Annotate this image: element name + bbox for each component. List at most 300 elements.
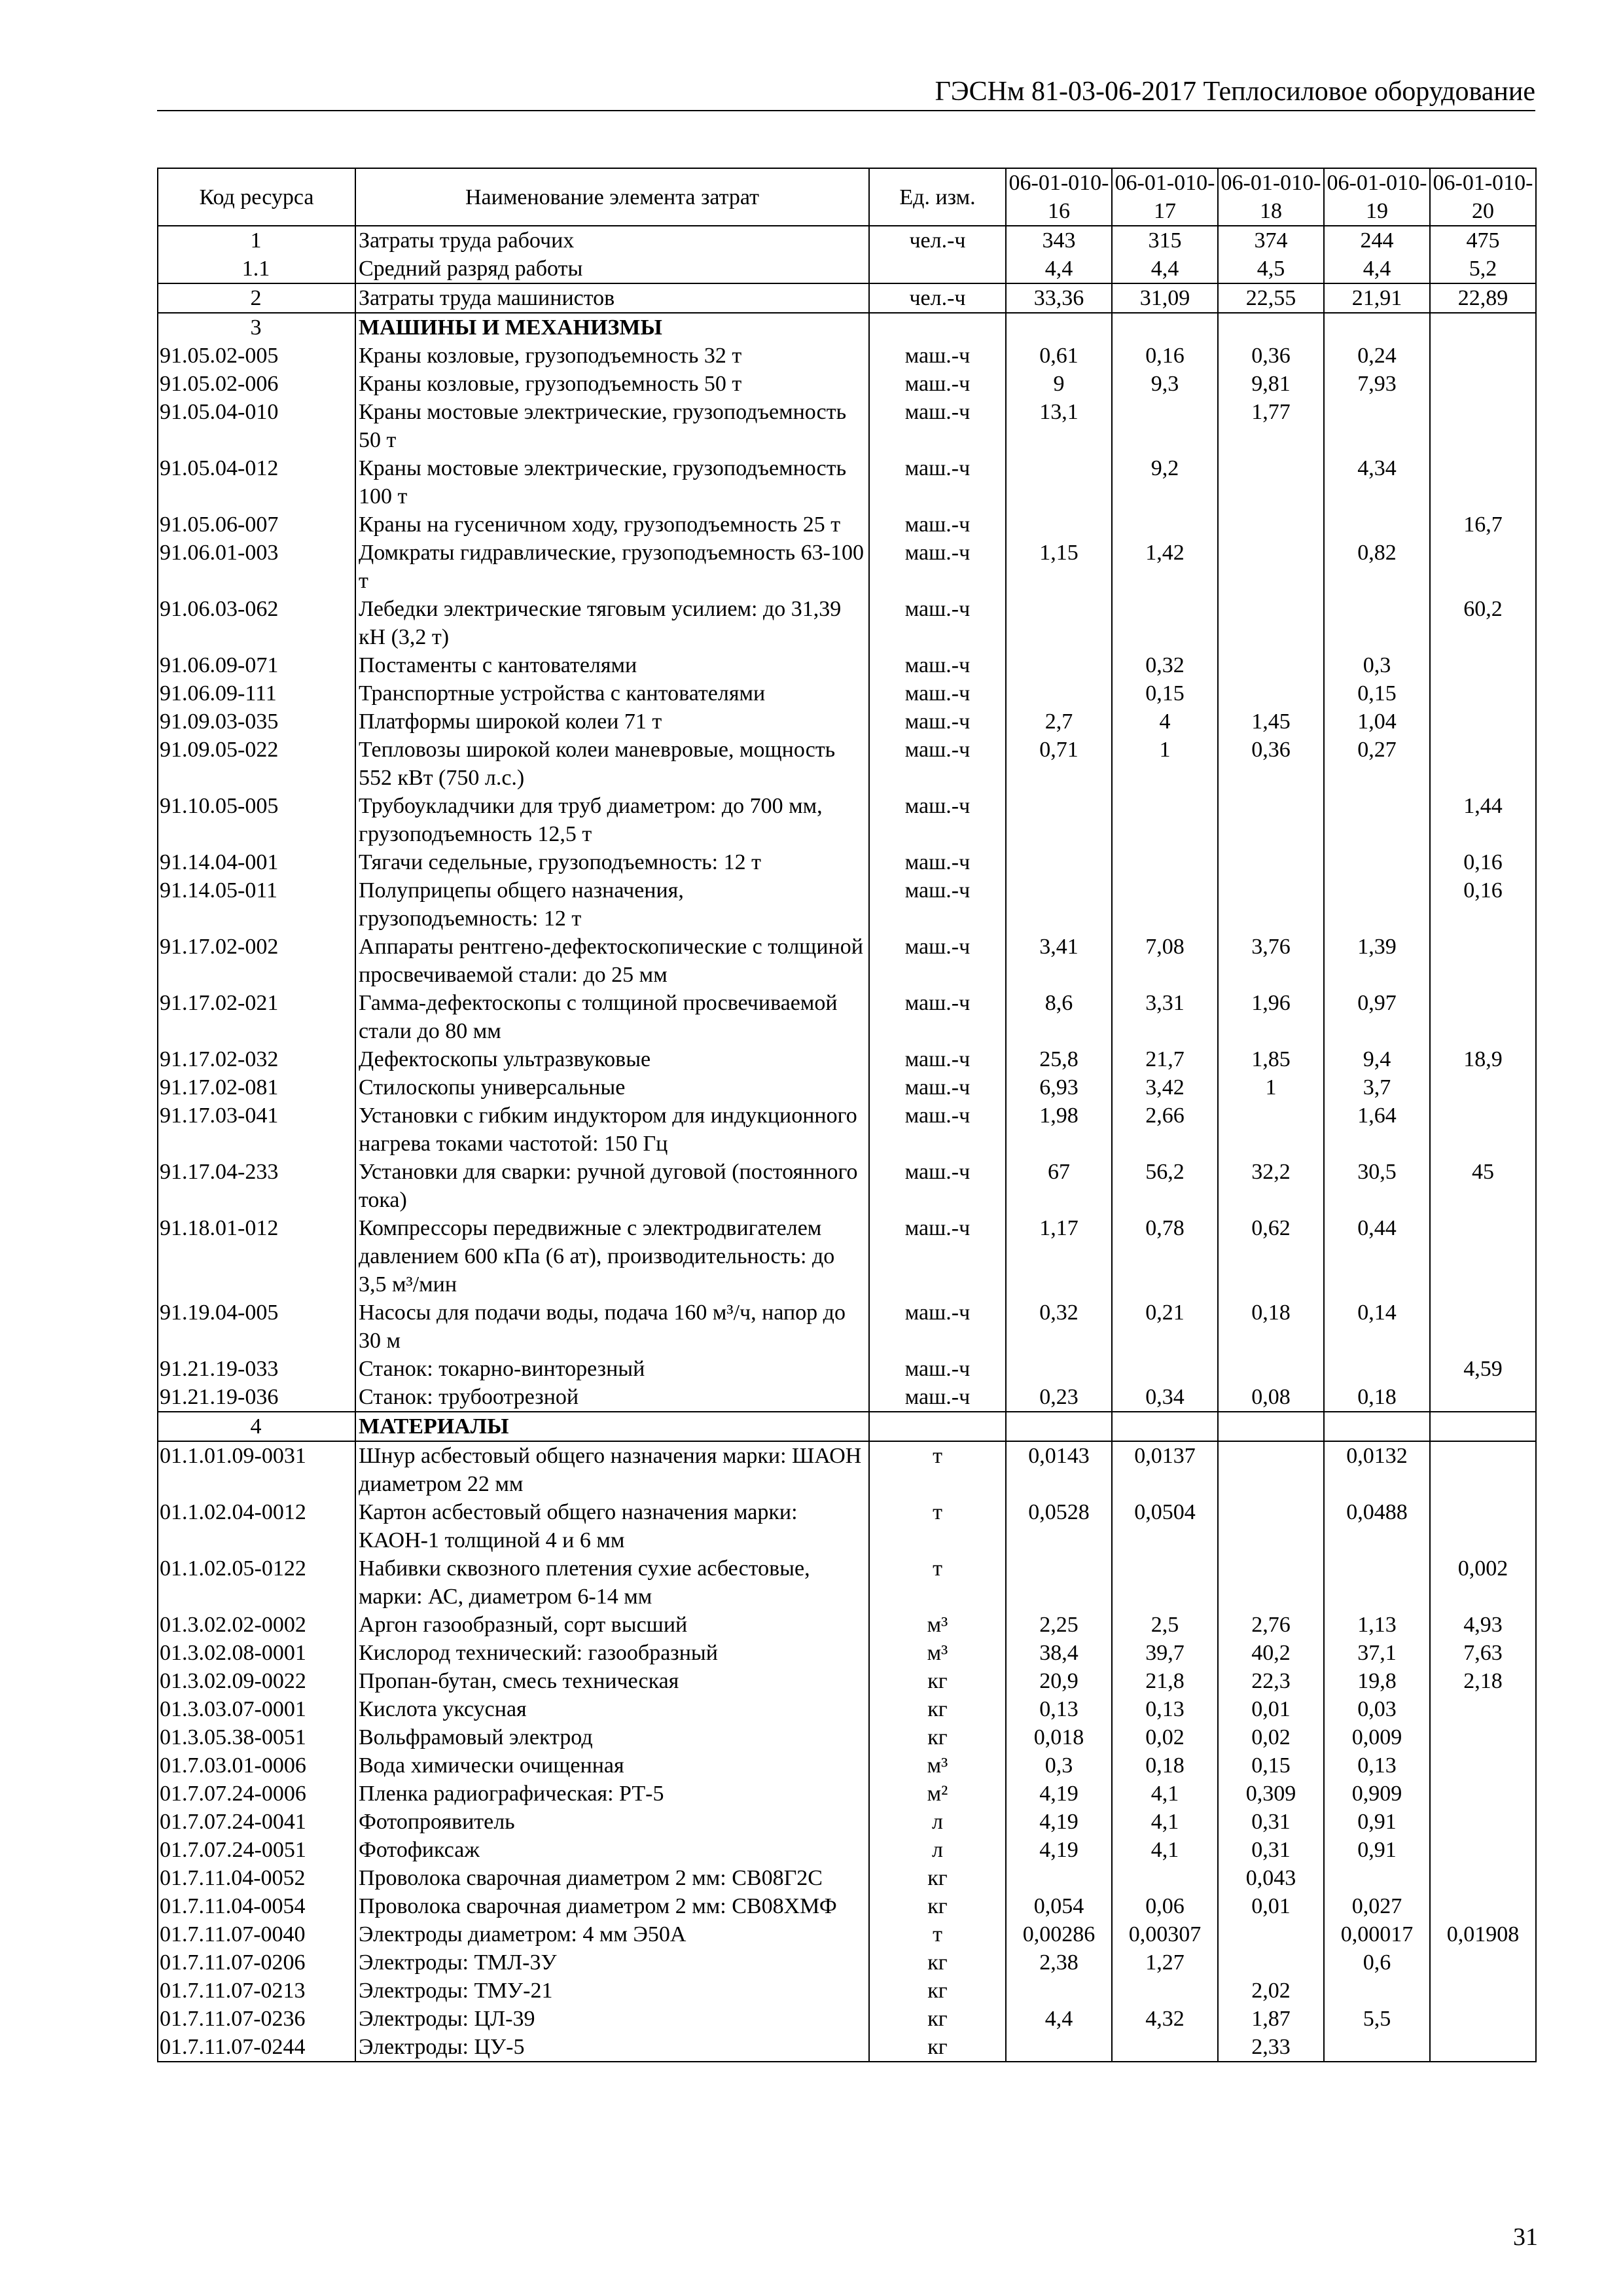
norm-value <box>1430 1299 1536 1355</box>
cost-element-name: Набивки сквозного плетения сухие асбестовые, марки: АС, диаметром 6-14 мм <box>355 1554 869 1611</box>
table-row <box>158 1355 1536 1383</box>
resource-code: 01.7.11.07-0213 <box>158 1977 355 2005</box>
resource-code: 3 <box>158 313 355 342</box>
cost-element-name: Станок: трубоотрезной <box>355 1383 869 1412</box>
unit-of-measure: маш.-ч <box>869 1102 1006 1158</box>
table-row <box>158 679 1536 708</box>
page-header <box>157 71 1535 111</box>
unit-of-measure: маш.-ч <box>869 792 1006 848</box>
norm-value <box>1112 848 1218 876</box>
table-row <box>158 2033 1536 2062</box>
unit-of-measure: маш.-ч <box>869 679 1006 708</box>
norm-value <box>1430 989 1536 1045</box>
norm-value <box>1218 539 1324 595</box>
unit-of-measure: кг <box>869 1695 1006 1723</box>
norm-value <box>1112 792 1218 848</box>
table-row <box>158 1836 1536 1864</box>
norm-value <box>1112 876 1218 933</box>
cost-element-name: Краны на гусеничном ходу, грузоподъемность 25 т <box>355 511 869 539</box>
cost-element-name: Вольфрамовый электрод <box>355 1723 869 1751</box>
norm-value: 19,8 <box>1324 1667 1430 1695</box>
norm-value <box>1218 313 1324 342</box>
norm-value <box>1218 792 1324 848</box>
norm-value <box>1006 792 1112 848</box>
table-row <box>158 1299 1536 1355</box>
norm-value: 4,4 <box>1006 2005 1112 2033</box>
norm-value: 0,6 <box>1324 1948 1430 1977</box>
norm-value: 315 <box>1112 226 1218 255</box>
norm-value <box>1324 2033 1430 2062</box>
resource-code: 01.1.02.04-0012 <box>158 1498 355 1554</box>
resource-code: 91.21.19-033 <box>158 1355 355 1383</box>
unit-of-measure: кг <box>869 1667 1006 1695</box>
norm-value <box>1006 1355 1112 1383</box>
norm-value: 9,3 <box>1112 370 1218 398</box>
norm-value <box>1006 1864 1112 1892</box>
norm-value <box>1218 1498 1324 1554</box>
unit-of-measure: маш.-ч <box>869 651 1006 679</box>
cost-element-name: Проволока сварочная диаметром 2 мм: СВ08ХМФ <box>355 1892 869 1920</box>
norm-value <box>1430 2033 1536 2062</box>
norm-value: 31,09 <box>1112 283 1218 313</box>
unit-of-measure: м³ <box>869 1639 1006 1667</box>
cost-element-name: Насосы для подачи воды, подача 160 м³/ч, напор до 30 м <box>355 1299 869 1355</box>
unit-of-measure: маш.-ч <box>869 876 1006 933</box>
norm-value: 22,55 <box>1218 283 1324 313</box>
norm-value: 3,41 <box>1006 933 1112 989</box>
norm-value: 4,59 <box>1430 1355 1536 1383</box>
norm-value: 1,04 <box>1324 708 1430 736</box>
table-row <box>158 1892 1536 1920</box>
resource-code: 91.06.03-062 <box>158 595 355 651</box>
unit-of-measure: маш.-ч <box>869 1073 1006 1102</box>
col-header-code: Код ресурса <box>158 168 355 226</box>
norm-value: 3,7 <box>1324 1073 1430 1102</box>
norm-value: 0,01 <box>1218 1695 1324 1723</box>
unit-of-measure: маш.-ч <box>869 370 1006 398</box>
resource-code: 01.3.02.08-0001 <box>158 1639 355 1667</box>
resource-code: 01.7.11.04-0052 <box>158 1864 355 1892</box>
norm-value <box>1430 679 1536 708</box>
norm-value: 0,00017 <box>1324 1920 1430 1948</box>
norm-value: 0,27 <box>1324 736 1430 792</box>
norm-value: 40,2 <box>1218 1639 1324 1667</box>
norm-value <box>1324 511 1430 539</box>
cost-element-name: Краны козловые, грузоподъемность 32 т <box>355 342 869 370</box>
table-row <box>158 342 1536 370</box>
norm-value <box>1006 2033 1112 2062</box>
norm-value <box>1324 792 1430 848</box>
norm-value: 0,0132 <box>1324 1441 1430 1498</box>
table-row <box>158 1102 1536 1158</box>
norm-value: 1,15 <box>1006 539 1112 595</box>
col-header-name: Наименование элемента затрат <box>355 168 869 226</box>
norm-value <box>1430 1214 1536 1299</box>
norm-value: 0,34 <box>1112 1383 1218 1412</box>
table-row <box>158 511 1536 539</box>
norm-value <box>1324 1355 1430 1383</box>
unit-of-measure: кг <box>869 1864 1006 1892</box>
resource-code: 91.06.01-003 <box>158 539 355 595</box>
resource-code: 01.7.11.07-0040 <box>158 1920 355 1948</box>
norm-value <box>1112 1977 1218 2005</box>
norm-value: 4,4 <box>1006 255 1112 283</box>
cost-element-name: Картон асбестовый общего назначения марки: КАОН-1 толщиной 4 и 6 мм <box>355 1498 869 1554</box>
norm-value: 3,42 <box>1112 1073 1218 1102</box>
norm-value: 1,42 <box>1112 539 1218 595</box>
norm-value: 0,03 <box>1324 1695 1430 1723</box>
norm-value: 22,3 <box>1218 1667 1324 1695</box>
norm-value: 0,01908 <box>1430 1920 1536 1948</box>
norm-value: 0,32 <box>1006 1299 1112 1355</box>
resource-code: 4 <box>158 1412 355 1441</box>
unit-of-measure: маш.-ч <box>869 1383 1006 1412</box>
norm-value: 8,6 <box>1006 989 1112 1045</box>
norm-value: 4,34 <box>1324 454 1430 511</box>
resource-code: 91.17.02-032 <box>158 1045 355 1073</box>
table-row <box>158 1723 1536 1751</box>
resource-code: 01.7.11.07-0244 <box>158 2033 355 2062</box>
table-header-row <box>158 168 1536 226</box>
cost-element-name: Тягачи седельные, грузоподъемность: 12 т <box>355 848 869 876</box>
unit-of-measure: чел.-ч <box>869 226 1006 255</box>
norm-value <box>1218 1441 1324 1498</box>
norm-value: 4,19 <box>1006 1836 1112 1864</box>
norm-value: 21,7 <box>1112 1045 1218 1073</box>
resource-code: 91.06.09-071 <box>158 651 355 679</box>
norm-value: 0,18 <box>1324 1383 1430 1412</box>
unit-of-measure <box>869 255 1006 283</box>
resource-code: 91.17.04-233 <box>158 1158 355 1214</box>
cost-element-name: Фотофиксаж <box>355 1836 869 1864</box>
norm-value: 16,7 <box>1430 511 1536 539</box>
norm-value: 45 <box>1430 1158 1536 1214</box>
table-row <box>158 1214 1536 1299</box>
cost-element-name: Компрессоры передвижные с электродвигателем давлением 600 кПа (6 ат), производительность: до 3,5 м³/мин <box>355 1214 869 1299</box>
norm-value: 0,13 <box>1006 1695 1112 1723</box>
norm-value: 0,82 <box>1324 539 1430 595</box>
unit-of-measure: маш.-ч <box>869 1214 1006 1299</box>
cost-element-name: Стилоскопы универсальные <box>355 1073 869 1102</box>
norm-value: 39,7 <box>1112 1639 1218 1667</box>
norm-value <box>1112 511 1218 539</box>
unit-of-measure: маш.-ч <box>869 736 1006 792</box>
resource-code: 91.18.01-012 <box>158 1214 355 1299</box>
norm-value: 4,1 <box>1112 1780 1218 1808</box>
norm-value: 33,36 <box>1006 283 1112 313</box>
resource-table <box>157 168 1537 2062</box>
cost-element-name: Платформы широкой колеи 71 т <box>355 708 869 736</box>
unit-of-measure: т <box>869 1554 1006 1611</box>
norm-value: 4,4 <box>1324 255 1430 283</box>
resource-code: 01.7.11.07-0206 <box>158 1948 355 1977</box>
norm-value <box>1112 1864 1218 1892</box>
norm-value <box>1430 2005 1536 2033</box>
norm-value: 2,5 <box>1112 1611 1218 1639</box>
norm-value <box>1006 454 1112 511</box>
norm-value: 1,27 <box>1112 1948 1218 1977</box>
unit-of-measure <box>869 313 1006 342</box>
unit-of-measure: л <box>869 1808 1006 1836</box>
norm-value <box>1218 876 1324 933</box>
norm-value: 0,0488 <box>1324 1498 1430 1554</box>
cost-element-name: Электроды: ТМУ-21 <box>355 1977 869 2005</box>
norm-value: 374 <box>1218 226 1324 255</box>
cost-element-name: Электроды: ТМЛ-3У <box>355 1948 869 1977</box>
table-body <box>158 226 1536 2062</box>
cost-element-name: Затраты труда рабочих <box>355 226 869 255</box>
resource-code: 01.7.07.24-0051 <box>158 1836 355 1864</box>
table-row <box>158 283 1536 313</box>
norm-value: 1,64 <box>1324 1102 1430 1158</box>
table-row <box>158 539 1536 595</box>
norm-value: 0,21 <box>1112 1299 1218 1355</box>
norm-value: 2,02 <box>1218 1977 1324 2005</box>
norm-value: 2,38 <box>1006 1948 1112 1977</box>
table-row <box>158 454 1536 511</box>
document-title: ГЭСНм 81-03-06-2017 Теплосиловое оборудование <box>935 77 1535 107</box>
norm-value: 0,18 <box>1112 1751 1218 1780</box>
norm-value <box>1006 1412 1112 1441</box>
norm-value <box>1006 1554 1112 1611</box>
norm-value <box>1218 1355 1324 1383</box>
cost-element-name: Кислород технический: газообразный <box>355 1639 869 1667</box>
norm-value <box>1324 313 1430 342</box>
norm-value: 37,1 <box>1324 1639 1430 1667</box>
table-row <box>158 1498 1536 1554</box>
resource-code: 91.09.03-035 <box>158 708 355 736</box>
table-row <box>158 255 1536 283</box>
table-row <box>158 1441 1536 1498</box>
norm-value: 56,2 <box>1112 1158 1218 1214</box>
norm-value <box>1430 1102 1536 1158</box>
norm-value <box>1430 1751 1536 1780</box>
unit-of-measure: маш.-ч <box>869 398 1006 454</box>
norm-value <box>1430 1977 1536 2005</box>
cost-element-name: Шнур асбестовый общего назначения марки: ШАОН диаметром 22 мм <box>355 1441 869 1498</box>
unit-of-measure: маш.-ч <box>869 848 1006 876</box>
norm-value: 1 <box>1218 1073 1324 1102</box>
resource-code: 01.7.11.07-0236 <box>158 2005 355 2033</box>
norm-value <box>1006 876 1112 933</box>
norm-value: 0,0137 <box>1112 1441 1218 1498</box>
norm-value: 0,36 <box>1218 342 1324 370</box>
table-row <box>158 226 1536 255</box>
cost-element-name: Полуприцепы общего назначения, грузоподъемность: 12 т <box>355 876 869 933</box>
norm-value <box>1430 370 1536 398</box>
unit-of-measure: кг <box>869 1723 1006 1751</box>
norm-value: 0,91 <box>1324 1836 1430 1864</box>
unit-of-measure: маш.-ч <box>869 539 1006 595</box>
norm-value: 7,63 <box>1430 1639 1536 1667</box>
table-row <box>158 876 1536 933</box>
table-row <box>158 848 1536 876</box>
norm-value <box>1218 848 1324 876</box>
norm-value <box>1430 651 1536 679</box>
norm-value: 21,91 <box>1324 283 1430 313</box>
unit-of-measure: т <box>869 1441 1006 1498</box>
norm-value: 0,78 <box>1112 1214 1218 1299</box>
cost-element-name: Затраты труда машинистов <box>355 283 869 313</box>
norm-value: 0,15 <box>1112 679 1218 708</box>
resource-code: 91.06.09-111 <box>158 679 355 708</box>
norm-value <box>1006 511 1112 539</box>
cost-element-name: МАТЕРИАЛЫ <box>355 1412 869 1441</box>
resource-code: 91.17.02-021 <box>158 989 355 1045</box>
norm-value: 0,44 <box>1324 1214 1430 1299</box>
norm-value: 0,08 <box>1218 1383 1324 1412</box>
table-row <box>158 2005 1536 2033</box>
norm-value <box>1218 1948 1324 1977</box>
table-row <box>158 1383 1536 1412</box>
cost-element-name: Трубоукладчики для труб диаметром: до 700 мм, грузоподъемность 12,5 т <box>355 792 869 848</box>
norm-value <box>1430 398 1536 454</box>
resource-code: 01.1.02.05-0122 <box>158 1554 355 1611</box>
norm-value <box>1324 1977 1430 2005</box>
table-row <box>158 1948 1536 1977</box>
unit-of-measure: кг <box>869 2033 1006 2062</box>
unit-of-measure: маш.-ч <box>869 342 1006 370</box>
cost-element-name: Транспортные устройства с кантователями <box>355 679 869 708</box>
norm-value: 475 <box>1430 226 1536 255</box>
norm-value: 4,1 <box>1112 1808 1218 1836</box>
resource-code: 01.1.01.09-0031 <box>158 1441 355 1498</box>
resource-code: 91.19.04-005 <box>158 1299 355 1355</box>
unit-of-measure: маш.-ч <box>869 708 1006 736</box>
cost-element-name: Гамма-дефектоскопы с толщиной просвечиваемой стали до 80 мм <box>355 989 869 1045</box>
unit-of-measure: кг <box>869 2005 1006 2033</box>
table-row <box>158 398 1536 454</box>
norm-value: 7,08 <box>1112 933 1218 989</box>
norm-value: 0,002 <box>1430 1554 1536 1611</box>
norm-value: 5,5 <box>1324 2005 1430 2033</box>
cost-element-name: Краны мостовые электрические, грузоподъемность 50 т <box>355 398 869 454</box>
norm-value: 0,00307 <box>1112 1920 1218 1948</box>
table-row <box>158 792 1536 848</box>
table-row <box>158 708 1536 736</box>
norm-value: 9,4 <box>1324 1045 1430 1073</box>
cost-element-name: Средний разряд работы <box>355 255 869 283</box>
resource-code: 91.05.04-012 <box>158 454 355 511</box>
norm-value: 0,23 <box>1006 1383 1112 1412</box>
table-row <box>158 1667 1536 1695</box>
norm-value: 2,66 <box>1112 1102 1218 1158</box>
cost-element-name: Электроды: ЦУ-5 <box>355 2033 869 2062</box>
unit-of-measure: маш.-ч <box>869 511 1006 539</box>
resource-code: 91.17.03-041 <box>158 1102 355 1158</box>
norm-value: 343 <box>1006 226 1112 255</box>
norm-value: 0,02 <box>1218 1723 1324 1751</box>
unit-of-measure: маш.-ч <box>869 595 1006 651</box>
norm-value <box>1112 1554 1218 1611</box>
resource-code: 91.17.02-081 <box>158 1073 355 1102</box>
norm-value: 0,14 <box>1324 1299 1430 1355</box>
resource-code: 01.3.02.09-0022 <box>158 1667 355 1695</box>
norm-value <box>1218 1554 1324 1611</box>
norm-value <box>1006 848 1112 876</box>
norm-value <box>1430 1073 1536 1102</box>
table-row <box>158 1695 1536 1723</box>
norm-value: 0,02 <box>1112 1723 1218 1751</box>
col-header-17: 06-01-010-17 <box>1112 168 1218 226</box>
col-header-20: 06-01-010-20 <box>1430 168 1536 226</box>
norm-value <box>1324 848 1430 876</box>
norm-value: 1,39 <box>1324 933 1430 989</box>
unit-of-measure: т <box>869 1920 1006 1948</box>
table-row <box>158 1554 1536 1611</box>
cost-element-name: Станок: токарно-винторезный <box>355 1355 869 1383</box>
norm-value: 4,19 <box>1006 1780 1112 1808</box>
resource-code: 01.7.07.24-0006 <box>158 1780 355 1808</box>
norm-value: 0,91 <box>1324 1808 1430 1836</box>
norm-value: 4,93 <box>1430 1611 1536 1639</box>
resource-code: 01.3.02.02-0002 <box>158 1611 355 1639</box>
norm-value <box>1006 1977 1112 2005</box>
norm-value <box>1430 313 1536 342</box>
norm-value: 0,97 <box>1324 989 1430 1045</box>
norm-value: 21,8 <box>1112 1667 1218 1695</box>
norm-value <box>1430 1412 1536 1441</box>
table-row <box>158 1920 1536 1948</box>
norm-value: 0,0528 <box>1006 1498 1112 1554</box>
cost-element-name: Фотопроявитель <box>355 1808 869 1836</box>
norm-value: 0,32 <box>1112 651 1218 679</box>
norm-value <box>1112 595 1218 651</box>
norm-value: 0,01 <box>1218 1892 1324 1920</box>
norm-value <box>1218 1102 1324 1158</box>
norm-value: 7,93 <box>1324 370 1430 398</box>
unit-of-measure: кг <box>869 1977 1006 2005</box>
unit-of-measure: маш.-ч <box>869 1355 1006 1383</box>
norm-value <box>1430 1808 1536 1836</box>
cost-element-name: Дефектоскопы ультразвуковые <box>355 1045 869 1073</box>
norm-value: 22,89 <box>1430 283 1536 313</box>
table-row <box>158 1158 1536 1214</box>
norm-value: 0,909 <box>1324 1780 1430 1808</box>
norm-value: 0,61 <box>1006 342 1112 370</box>
unit-of-measure: маш.-ч <box>869 1045 1006 1073</box>
cost-element-name: Краны мостовые электрические, грузоподъемность 100 т <box>355 454 869 511</box>
norm-value: 1,17 <box>1006 1214 1112 1299</box>
table-row <box>158 651 1536 679</box>
norm-value: 0,0143 <box>1006 1441 1112 1498</box>
norm-value <box>1430 1695 1536 1723</box>
norm-value <box>1430 736 1536 792</box>
norm-value <box>1430 539 1536 595</box>
cost-element-name: Постаменты с кантователями <box>355 651 869 679</box>
resource-code: 91.05.02-006 <box>158 370 355 398</box>
norm-value <box>1112 398 1218 454</box>
norm-value: 0,0504 <box>1112 1498 1218 1554</box>
norm-value: 0,3 <box>1006 1751 1112 1780</box>
norm-value: 0,00286 <box>1006 1920 1112 1948</box>
norm-value: 1 <box>1112 736 1218 792</box>
norm-value: 2,7 <box>1006 708 1112 736</box>
norm-value: 4,32 <box>1112 2005 1218 2033</box>
norm-value: 3,31 <box>1112 989 1218 1045</box>
cost-element-name: Лебедки электрические тяговым усилием: до 31,39 кН (3,2 т) <box>355 595 869 651</box>
norm-value: 4,19 <box>1006 1808 1112 1836</box>
norm-value: 0,018 <box>1006 1723 1112 1751</box>
table-row <box>158 989 1536 1045</box>
table-row <box>158 1073 1536 1102</box>
norm-value: 0,36 <box>1218 736 1324 792</box>
norm-value: 0,62 <box>1218 1214 1324 1299</box>
norm-value <box>1218 651 1324 679</box>
resource-code: 91.05.02-005 <box>158 342 355 370</box>
norm-value: 0,15 <box>1218 1751 1324 1780</box>
table-row <box>158 1751 1536 1780</box>
